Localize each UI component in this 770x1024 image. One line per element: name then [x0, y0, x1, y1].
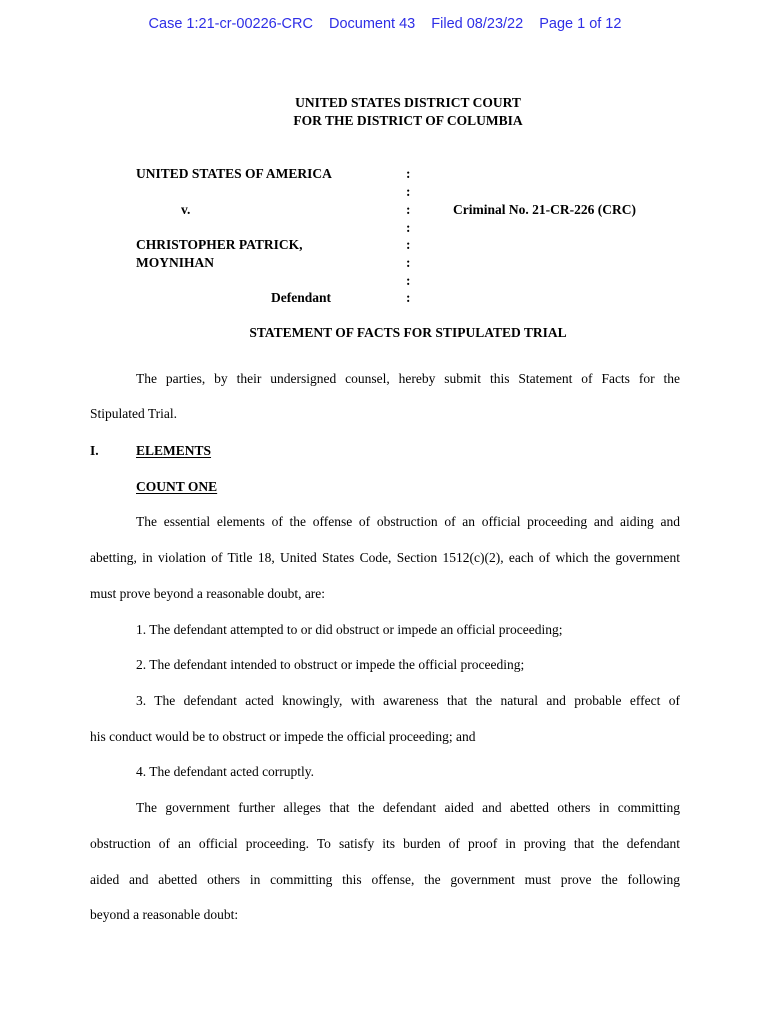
- intro-line: Stipulated Trial.: [90, 406, 178, 421]
- element-item-2: 2. The defendant intended to obstruct or impede the official proceeding;: [136, 657, 525, 672]
- caption-separator-colon: :: [406, 290, 411, 305]
- caption-separator-colon: :: [406, 273, 411, 288]
- court-name-line1: UNITED STATES DISTRICT COURT: [295, 95, 521, 110]
- elements-paragraph-line: must prove beyond a reasonable doubt, are:: [90, 586, 326, 601]
- caption-separator-colon: :: [406, 220, 411, 235]
- section-heading: ELEMENTS: [136, 443, 212, 458]
- caption-defendant-label: Defendant: [271, 290, 331, 305]
- element-item-1: 1. The defendant attempted to or did obstruct or impede an official proceeding;: [136, 622, 563, 637]
- caption-separator-colon: :: [406, 255, 411, 270]
- intro-line: The parties, by their undersigned counsel, hereby submit this Statement of Facts for the: [136, 371, 680, 386]
- aiding-paragraph-line: beyond a reasonable doubt:: [90, 907, 239, 922]
- caption-separator-colon: :: [406, 202, 411, 217]
- court-name-line2: FOR THE DISTRICT OF COLUMBIA: [293, 113, 523, 128]
- header-document-number: Document 43: [328, 16, 416, 32]
- aiding-paragraph-line: aided and abetted others in committing this offense, the government must prove the following: [90, 872, 680, 887]
- caption-plaintiff: UNITED STATES OF AMERICA: [136, 166, 332, 181]
- header-case-number: Case 1:21-cr-00226-CRC: [148, 16, 313, 32]
- element-item-4: 4. The defendant acted corruptly.: [136, 764, 315, 779]
- element-item-3-continued: his conduct would be to obstruct or impede the official proceeding; and: [90, 729, 476, 744]
- elements-paragraph-line: abetting, in violation of Title 18, United States Code, Section 1512(c)(2), each of which the government: [90, 550, 680, 565]
- elements-paragraph-line: The essential elements of the offense of obstruction of an official proceeding and aiding and: [136, 514, 680, 529]
- caption-separator-colon: :: [406, 237, 411, 252]
- document-title: STATEMENT OF FACTS FOR STIPULATED TRIAL: [249, 325, 567, 340]
- caption-separator-colon: :: [406, 166, 411, 181]
- caption-versus: v.: [181, 202, 191, 217]
- caption-case-number: Criminal No. 21-CR-226 (CRC): [453, 202, 636, 217]
- section-number: I.: [90, 443, 99, 458]
- element-item-3: 3. The defendant acted knowingly, with awareness that the natural and probable effect of: [136, 693, 680, 708]
- caption-defendant-name-line2: MOYNIHAN: [136, 255, 214, 270]
- header-page-count: Page 1 of 12: [539, 16, 622, 32]
- caption-defendant-name-line1: CHRISTOPHER PATRICK,: [136, 237, 303, 252]
- ecf-header-stamp: [0, 15, 770, 33]
- caption-separator-colon: :: [406, 184, 411, 199]
- aiding-paragraph-line: obstruction of an official proceeding. To satisfy its burden of proof in proving that the defendant: [90, 836, 680, 851]
- aiding-paragraph-line: The government further alleges that the defendant aided and abetted others in committing: [136, 800, 680, 815]
- count-heading: COUNT ONE: [136, 479, 218, 494]
- header-filed-date: Filed 08/23/22: [431, 16, 524, 32]
